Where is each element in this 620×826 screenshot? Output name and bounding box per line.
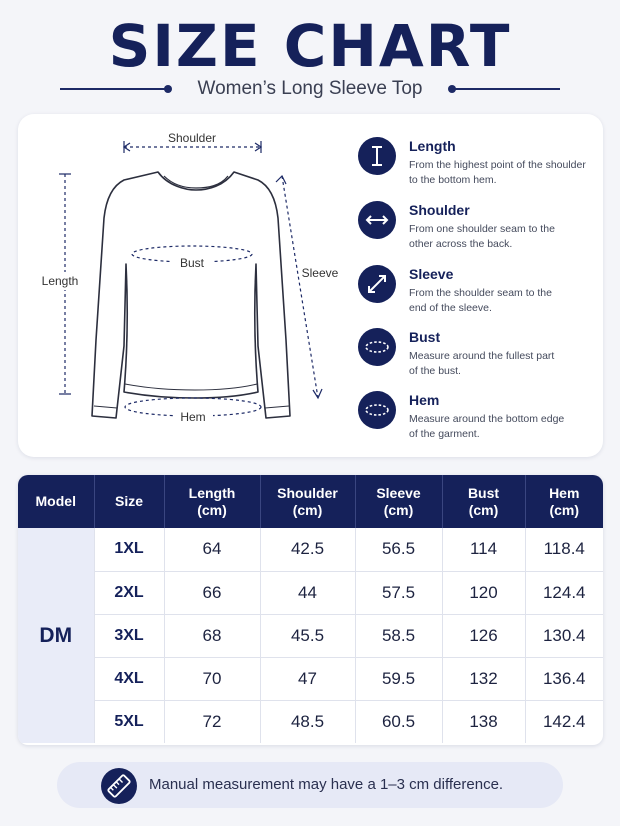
measurement-note bbox=[57, 762, 563, 808]
horizontal-arrow-icon bbox=[358, 201, 396, 239]
column-header-size: Size bbox=[94, 475, 164, 528]
loop-measure-icon bbox=[358, 391, 396, 429]
table-row bbox=[18, 528, 603, 571]
table-row bbox=[18, 571, 603, 614]
table-row bbox=[18, 614, 603, 657]
bust-cell: 138 bbox=[442, 700, 525, 743]
size-cell: 2XL bbox=[94, 571, 164, 614]
length-cell: 66 bbox=[164, 571, 260, 614]
column-header-bust: Bust (cm) bbox=[442, 475, 525, 528]
shoulder-cell: 45.5 bbox=[260, 614, 355, 657]
column-header-shoulder: Shoulder (cm) bbox=[260, 475, 355, 528]
divider-dot-left bbox=[164, 85, 172, 93]
page-subtitle: Women’s Long Sleeve Top bbox=[197, 78, 423, 99]
column-header-hem: Hem (cm) bbox=[525, 475, 603, 528]
length-cell: 72 bbox=[164, 700, 260, 743]
length-diagram-label: Length bbox=[41, 274, 79, 288]
diagonal-arrow-icon bbox=[358, 265, 396, 303]
hem-cell: 124.4 bbox=[525, 571, 603, 614]
measurement-item-hem bbox=[358, 391, 598, 451]
table-row bbox=[18, 657, 603, 700]
model-cell: DM bbox=[18, 528, 94, 743]
measurement-description: Measure around the bottom edge of the garment. bbox=[409, 413, 565, 440]
length-cell: 70 bbox=[164, 657, 260, 700]
hem-cell: 142.4 bbox=[542, 711, 586, 731]
divider-left bbox=[60, 88, 168, 90]
sleeve-cell: 57.5 bbox=[355, 571, 442, 614]
sleeve-cell: 56.5 bbox=[355, 528, 442, 571]
measurement-title: Sleeve bbox=[409, 266, 454, 282]
measurement-item-length bbox=[358, 137, 598, 197]
shoulder-cell: 48.5 bbox=[260, 700, 355, 743]
bust-cell: 132 bbox=[442, 657, 525, 700]
hem-diagram-label: Hem bbox=[180, 410, 206, 424]
column-header-length: Length (cm) bbox=[164, 475, 260, 528]
size-cell: 4XL bbox=[94, 657, 164, 700]
bust-cell: 126 bbox=[442, 614, 525, 657]
shoulder-cell: 44 bbox=[260, 571, 355, 614]
measurement-diagram-card bbox=[18, 114, 603, 457]
vertical-ruler-icon bbox=[358, 137, 396, 175]
bust-cell: 114 bbox=[442, 528, 525, 571]
size-table bbox=[18, 475, 603, 745]
table-header-row bbox=[18, 475, 603, 528]
measurement-title: Hem bbox=[409, 392, 440, 408]
measurement-item-sleeve bbox=[358, 265, 598, 325]
measurement-title: Length bbox=[409, 138, 456, 154]
hem-cell: 136.4 bbox=[525, 657, 603, 700]
table-row bbox=[18, 700, 603, 743]
shoulder-diagram-label: Shoulder bbox=[167, 131, 217, 145]
measurement-description: From the highest point of the shoulder to the bottom hem. bbox=[409, 159, 586, 186]
measurement-item-bust bbox=[358, 328, 598, 388]
length-cell: 68 bbox=[164, 614, 260, 657]
column-header-model: Model bbox=[18, 475, 94, 528]
length-cell: 64 bbox=[164, 528, 260, 571]
sleeve-cell: 58.5 bbox=[355, 614, 442, 657]
measurement-description: From the shoulder seam to the end of the sleeve. bbox=[409, 287, 552, 314]
size-cell: 5XL bbox=[94, 700, 164, 743]
ruler-icon bbox=[101, 768, 137, 804]
hem-cell: 118.4 bbox=[525, 528, 603, 571]
hem-cell: 130.4 bbox=[525, 614, 603, 657]
measurement-description: Measure around the fullest part of the bust. bbox=[409, 350, 555, 377]
sleeve-cell: 60.5 bbox=[355, 700, 442, 743]
garment-illustration bbox=[18, 114, 358, 457]
size-cell: 3XL bbox=[94, 614, 164, 657]
bust-diagram-label: Bust bbox=[179, 256, 205, 270]
measurement-description: From one shoulder seam to the other across the back. bbox=[409, 223, 555, 250]
shoulder-cell: 47 bbox=[260, 657, 355, 700]
measurement-title: Shoulder bbox=[409, 202, 470, 218]
note-text: Manual measurement may have a 1–3 cm difference. bbox=[149, 776, 504, 793]
bust-cell: 120 bbox=[442, 571, 525, 614]
shirt-outline bbox=[92, 172, 290, 418]
sleeve-cell: 59.5 bbox=[355, 657, 442, 700]
shoulder-cell: 42.5 bbox=[260, 528, 355, 571]
divider-right bbox=[452, 88, 560, 90]
sleeve-diagram-label: Sleeve bbox=[301, 266, 339, 280]
subtitle-row bbox=[60, 76, 560, 102]
size-cell: 1XL bbox=[94, 528, 164, 571]
measurement-item-shoulder bbox=[358, 201, 598, 261]
column-header-sleeve: Sleeve (cm) bbox=[355, 475, 442, 528]
measurement-title: Bust bbox=[409, 329, 441, 345]
loop-measure-icon bbox=[358, 328, 396, 366]
page-title: SIZE CHART bbox=[108, 12, 512, 80]
